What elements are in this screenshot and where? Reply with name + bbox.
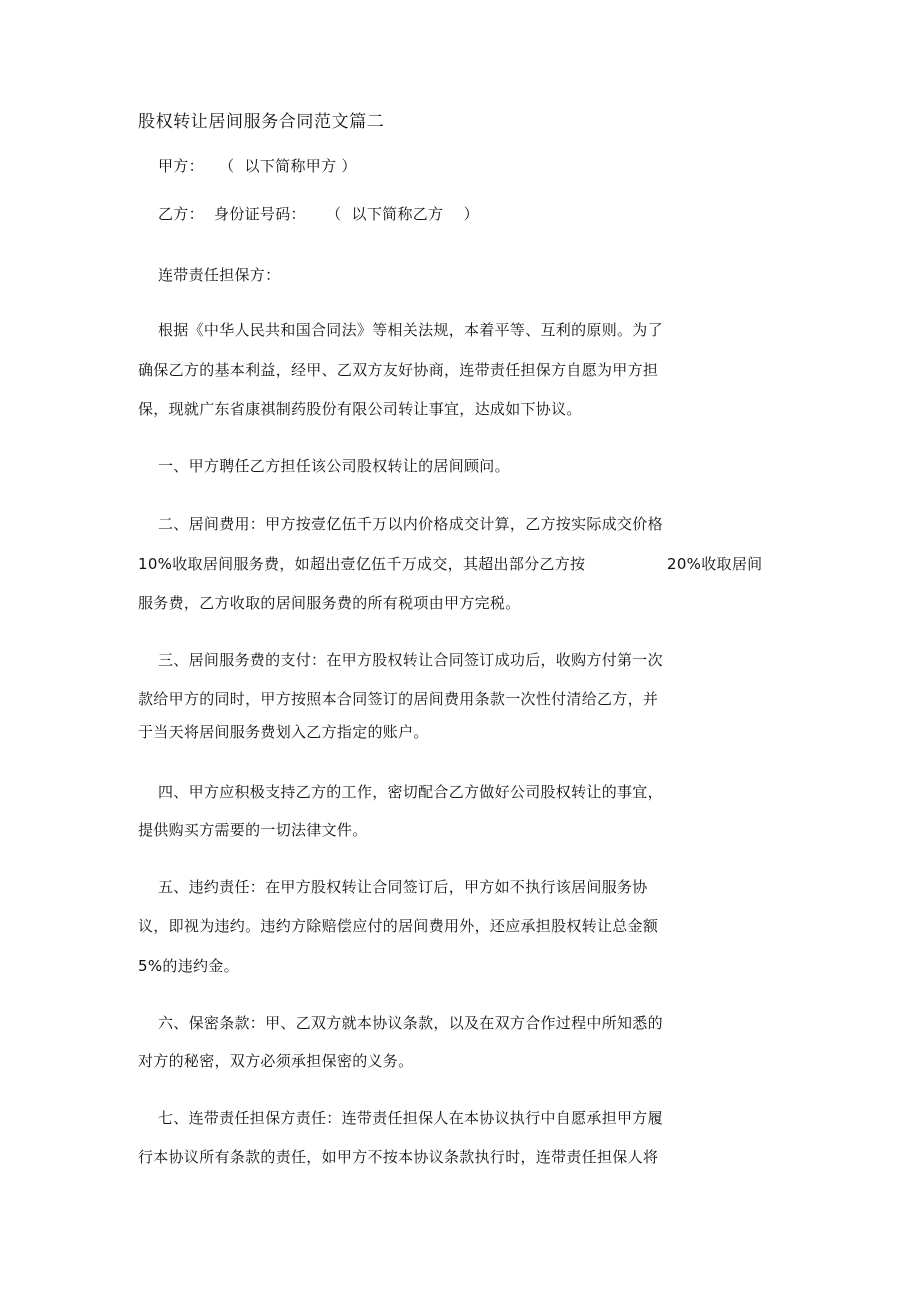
guarantor-line: 连带责任担保方：	[158, 266, 281, 284]
clause-7-line-2: 行本协议所有条款的责任，如甲方不按本协议条款执行时，连带责任担保人将	[138, 1148, 659, 1166]
clause-4-line-1: 四、甲方应积极支持乙方的工作，密切配合乙方做好公司股权转让的事宜，	[158, 783, 663, 801]
clause-4-line-2: 提供购买方需要的一切法律文件。	[138, 821, 368, 839]
intro-line-3: 保，现就广东省康祺制药股份有限公司转让事宜，达成如下协议。	[138, 400, 582, 418]
clause-3-line-2: 款给甲方的同时，甲方按照本合同签订的居间费用条款一次性付清给乙方，并	[138, 690, 659, 708]
document-title: 股权转让居间服务合同范文篇二	[138, 112, 385, 132]
clause-5-line-2: 议，即视为违约。违约方除赔偿应付的居间费用外，还应承担股权转让总金额	[138, 917, 659, 935]
clause-7-line-1: 七、连带责任担保方责任：连带责任担保人在本协议执行中自愿承担甲方履	[158, 1109, 663, 1127]
clause-6-line-1: 六、保密条款：甲、乙双方就本协议条款，以及在双方合作过程中所知悉的	[158, 1014, 663, 1032]
party-a-line: 甲方： （ 以下简称甲方 ）	[158, 157, 357, 175]
clause-5-line-3: 5%的违约金。	[138, 957, 239, 975]
clause-3-line-3: 于当天将居间服务费划入乙方指定的账户。	[138, 723, 429, 741]
intro-line-2: 确保乙方的基本利益，经甲、乙双方友好协商，连带责任担保方自愿为甲方担	[138, 361, 659, 379]
clause-2-line-2b: 20%收取居间	[667, 555, 763, 573]
clause-6-line-2: 对方的秘密，双方必须承担保密的义务。	[138, 1052, 414, 1070]
party-b-line: 乙方： 身份证号码： （ 以下简称乙方 ）	[158, 205, 479, 223]
intro-line-1: 根据《中华人民共和国合同法》等相关法规，本着平等、互利的原则。为了	[158, 321, 663, 339]
clause-2-line-2a: 10%收取居间服务费，如超出壹亿伍千万成交，其超出部分乙方按	[138, 555, 586, 573]
clause-1-line-1: 一、甲方聘任乙方担任该公司股权转让的居间顾问。	[158, 457, 510, 475]
clause-2-line-3: 服务费，乙方收取的居间服务费的所有税项由甲方完税。	[138, 594, 521, 612]
clause-5-line-1: 五、违约责任：在甲方股权转让合同签订后，甲方如不执行该居间服务协	[158, 878, 648, 896]
clause-3-line-1: 三、居间服务费的支付：在甲方股权转让合同签订成功后，收购方付第一次	[158, 651, 663, 669]
clause-2-line-1: 二、居间费用：甲方按壹亿伍千万以内价格成交计算，乙方按实际成交价格	[158, 515, 663, 533]
